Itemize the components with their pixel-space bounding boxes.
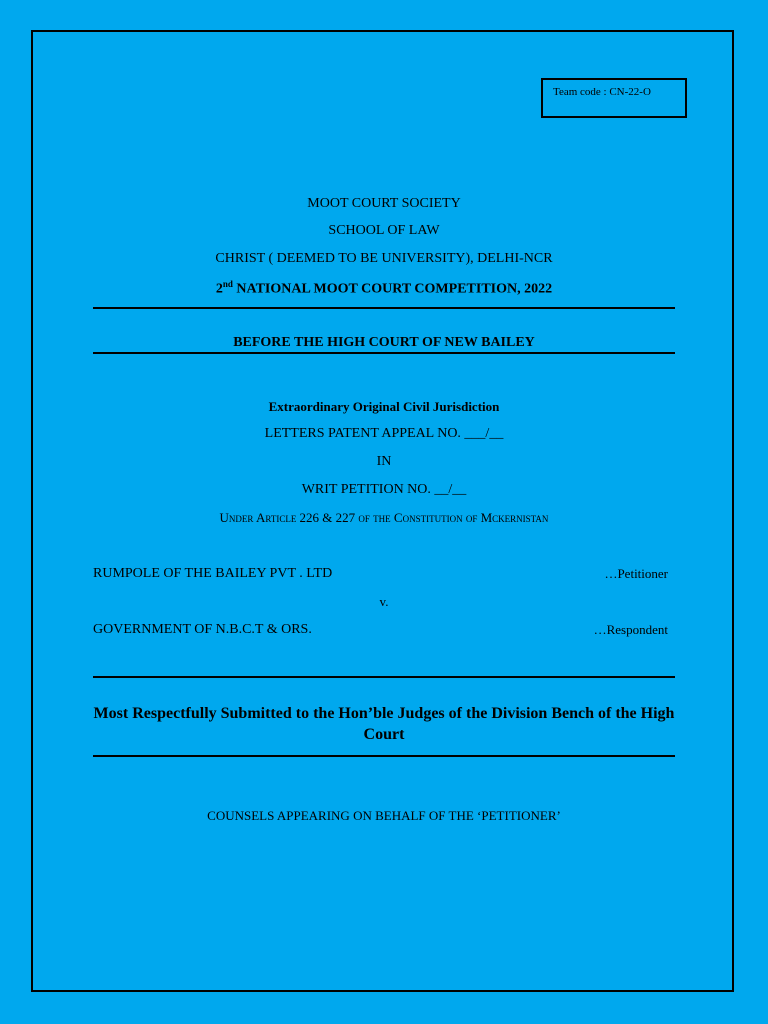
petition-number: WRIT PETITION NO. __/__ — [301, 482, 467, 497]
submission-statement: Most Respectfully Submitted to the Hon’ble Judges of the Division Bench of the High Court — [93, 705, 675, 743]
competition-ordinal-suffix: nd — [222, 279, 233, 289]
in-connector: IN — [376, 454, 392, 469]
counsels-line: COUNSELS APPEARING ON BEHALF OF THE ‘PETITIONER’ — [207, 808, 561, 823]
divider — [93, 307, 675, 309]
respondent-name: GOVERNMENT OF N.B.C.T & ORS. — [93, 622, 312, 637]
petitioner-name: RUMPOLE OF THE BAILEY PVT . LTD — [93, 566, 333, 581]
jurisdiction-title: Extraordinary Original Civil Jurisdiction — [268, 399, 500, 414]
team-code-box: Team code : CN-22-O — [541, 78, 687, 118]
petitioner-role: …Petitioner — [604, 566, 668, 581]
school-name: SCHOOL OF LAW — [328, 223, 440, 238]
competition-title — [93, 279, 675, 298]
competition-ordinal: 2 — [215, 281, 223, 297]
appeal-number: LETTERS PATENT APPEAL NO. ___/__ — [264, 426, 504, 441]
university-name: CHRIST ( DEEMED TO BE UNIVERSITY), DELHI-NCR — [215, 251, 553, 266]
court-heading: BEFORE THE HIGH COURT OF NEW BAILEY — [233, 335, 535, 350]
competition-title-text: NATIONAL MOOT COURT COMPETITION, 2022 — [232, 281, 553, 297]
divider — [93, 755, 675, 757]
respondent-role: …Respondent — [593, 622, 668, 637]
divider — [93, 676, 675, 678]
divider — [93, 352, 675, 354]
versus: v. — [379, 594, 389, 609]
society-name: MOOT COURT SOCIETY — [307, 196, 461, 211]
article-line: Under Article 226 & 227 of the Constitution of Mckernistan — [219, 510, 549, 525]
